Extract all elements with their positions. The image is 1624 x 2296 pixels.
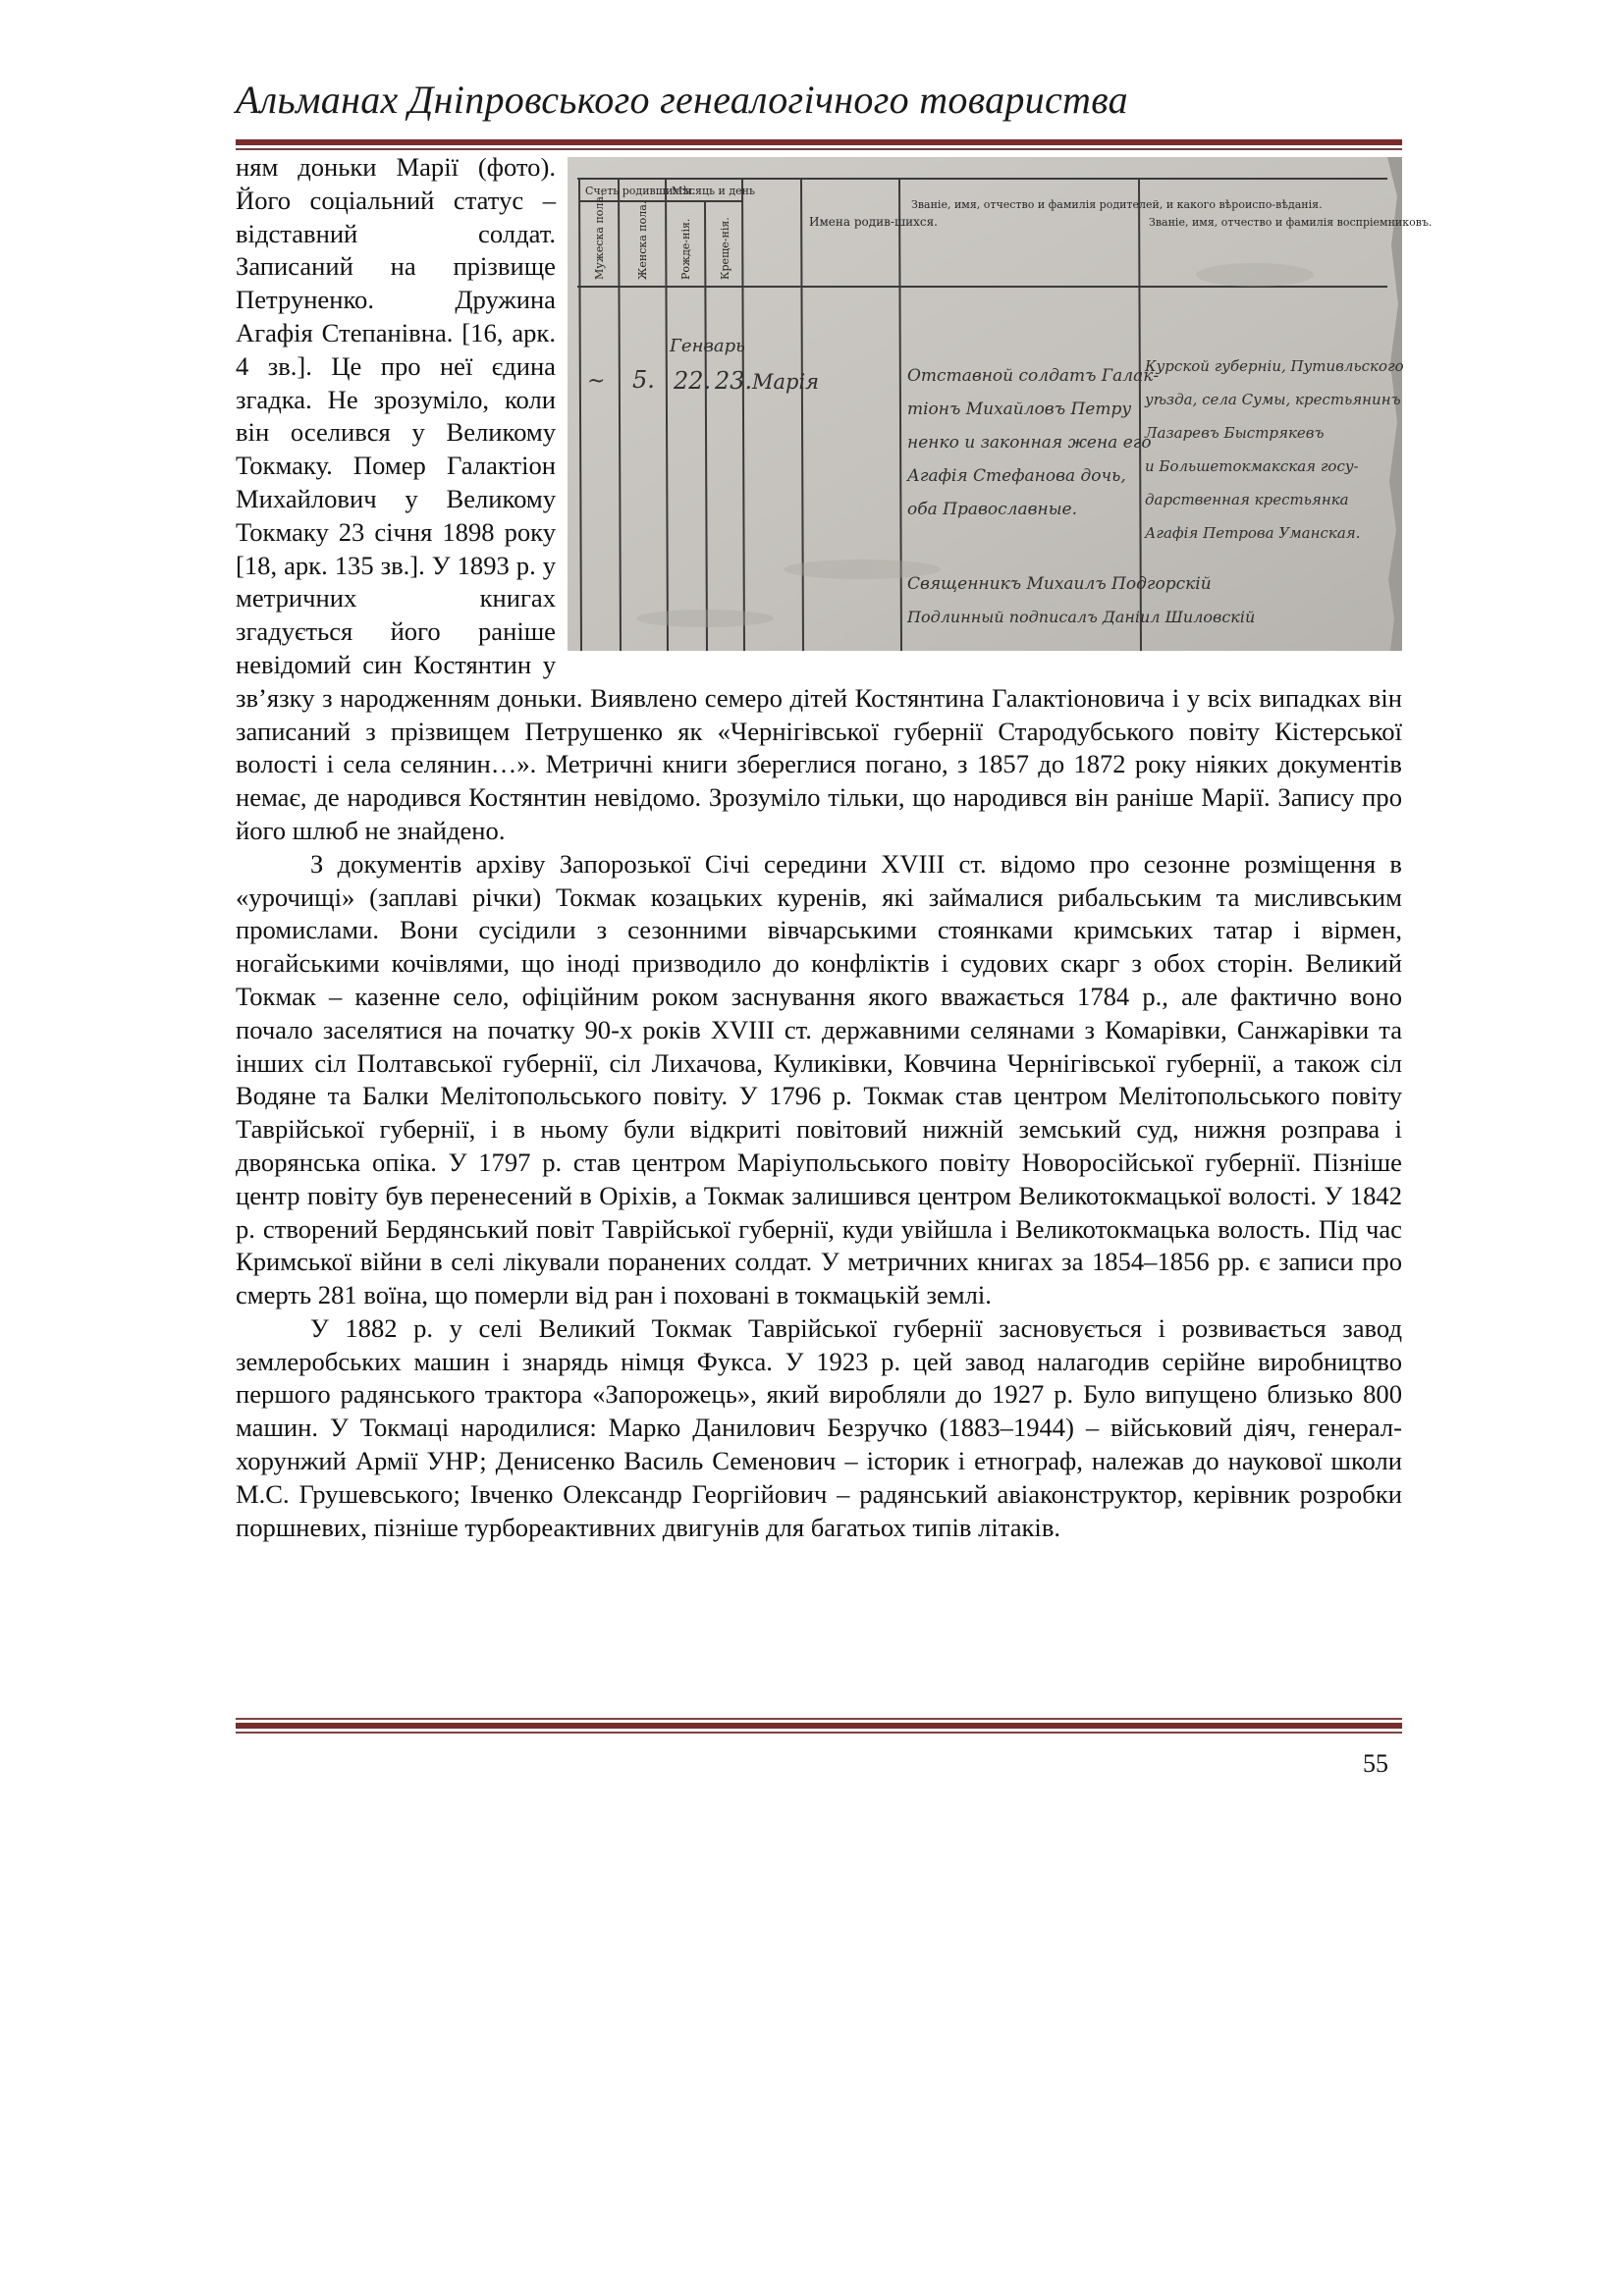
entry-parents-line5: оба Православные.: [907, 500, 1078, 519]
metric-book-photo: [568, 157, 1433, 651]
header-godparents: Званіе, имя, отчество и фамилія воспріемниковъ.: [1149, 216, 1433, 229]
entry-godparents-line5: дарственная крестьянка: [1145, 491, 1349, 508]
page-number: 55: [1363, 1749, 1388, 1778]
entry-signature-copy: Подлинный подписалъ Даніил Шиловскій: [907, 608, 1256, 626]
entry-name: Марія: [752, 370, 820, 394]
header-names: Имена родив-шихся.: [809, 215, 938, 229]
header-male: Мужеска пола.: [593, 192, 606, 280]
entry-godparents-line1: Курской губерніи, Путивльского: [1145, 357, 1404, 375]
header-birth: Рожде-нія.: [679, 218, 692, 280]
entry-godparents-line2: уѣзда, села Сумы, крестьянинъ: [1145, 391, 1401, 408]
header-female: Женска пола.: [636, 200, 649, 280]
entry-parents-line1: Отставной солдатъ Галак-: [907, 366, 1160, 386]
entry-parents-line4: Агафія Стефанова дочь,: [907, 466, 1126, 486]
header-month: Мѣсяць и день: [672, 185, 755, 197]
entry-godparents-line3: Лазаревъ Быстрякевъ: [1145, 424, 1325, 442]
entry-baptism-day: 23.: [715, 367, 753, 395]
header-parents: Званіе, имя, отчество и фамилія родителей, и какого вѣроиспо-вѣданія.: [911, 198, 1323, 211]
entry-month: Генварь: [670, 336, 745, 356]
entry-parents-line3: ненко и законная жена его: [907, 433, 1152, 453]
entry-signature-priest: Священникъ Михаилъ Подгорскій: [907, 574, 1212, 594]
paragraph-3: У 1882 р. у селі Великий Токмак Таврійської губернії засновується і розвивається завод землеробських машин і знарядь німця Фукса. У 1923 р. цей завод налагодив серійне виробництво першого радянського трактора «Запорожець», який виробляли до 1927 р. Було випущено близько 800 машин. У Токмаці народилися: Марко Данилович Безручко (1883–1944) – військовий діяч, генерал-хорунжий Армії УНР; Денисенко Василь Семенович – історик і етнограф, належав до наукової школи М.С. Грушевського; Івченко Олександр Георгійович – радянський авіаконструктор, керівник розробки поршневих, пізніше турбореактивних двигунів для багатьох типів літаків.: [236, 1312, 1402, 1542]
header-baptism: Креще-нія.: [719, 217, 731, 280]
header-count: Счеть родившихся.: [585, 185, 696, 197]
article-body: [236, 151, 1433, 1544]
paragraph-1: ням доньки Марії (фото). Його соціальний статус – відставний солдат. Записаний на прізвище Петруненко. Дружина Агафія Степанівна. [16, арк. 4 зв.]. Це про неї єдина згадка. Не зрозуміло, коли він оселився у Великому Токмаку. Помер Галактіон Михайлович у Великому Токмаку 23 січня 1898 року [18, арк. 135 зв.]. У 1893 р. у метричних книгах згадується його раніше невідомий син Костянтин у зв’язку з народженням доньки. Виявлено семеро дітей Костянтина Галактіоновича і у всіх випадках він записаний з прізвищем Петрушенко як «Чернігівської губернії Стародубського повіту Кістерської волості і села селянин…». Метричні книги збереглися погано, з 1857 до 1872 року ніяких документів немає, де народився Костянтин невідомо. Зрозуміло тільки, що народився він раніше Марії. Запису про його шлюб не знайдено.: [236, 152, 1402, 845]
svg-text:~: ~: [587, 369, 606, 394]
footer-rule: [236, 1716, 1402, 1734]
header-rule: [236, 139, 1402, 150]
entry-birth-day: 22.: [674, 367, 712, 395]
paragraph-2: З документів архіву Запорозької Січі середини XVIII ст. відомо про сезонне розміщення в «урочищі» (заплаві річки) Токмак козацьких куренів, які займалися рибальським та мисливським промислами. Вони сусідили з сезонними вівчарськими стоянками кримських татар і вірмен, ногайськими кочівлями, що іноді призводило до конфліктів і судових скарг з обох сторін. Великий Токмак – казенне село, офіційним роком заснування якого вважається 1784 р., але фактично воно почало заселятися на початку 90-х років XVIII ст. державними селянами з Комарівки, Санжарівки та інших сіл Полтавської губернії, сіл Лихачова, Куликівки, Ковчина Чернігівської губернії, а також сіл Водяне та Балки Мелітопольського повіту. У 1796 р. Токмак став центром Мелітопольського повіту Таврійської губернії, і в ньому були відкриті повітовий нижній земський суд, нижня розправа і дворянська опіка. У 1797 р. став центром Маріупольського повіту Новоросійської губернії. Пізніше центр повіту був перенесений в Оріхів, а Токмак залишився центром Великотокмацької волості. У 1842 р. створений Бердянський повіт Таврійської губернії, куди увійшла і Великотокмацька волость. Під час Кримської війни в селі лікували поранених солдат. У метричних книгах за 1854–1856 рр. є записи про смерть 281 воїна, що померли від ран і поховані в токмацькій землі.: [236, 848, 1402, 1310]
entry-godparents-line6: Агафія Петрова Уманская.: [1145, 524, 1361, 542]
entry-godparents-line4: и Большетокмакская госу-: [1145, 457, 1359, 475]
entry-number: 5.: [632, 366, 655, 394]
entry-parents-line2: тіонъ Михайловъ Петру: [907, 400, 1132, 419]
journal-title: Альманах Дніпровського генеалогічного товариства: [236, 78, 1128, 122]
